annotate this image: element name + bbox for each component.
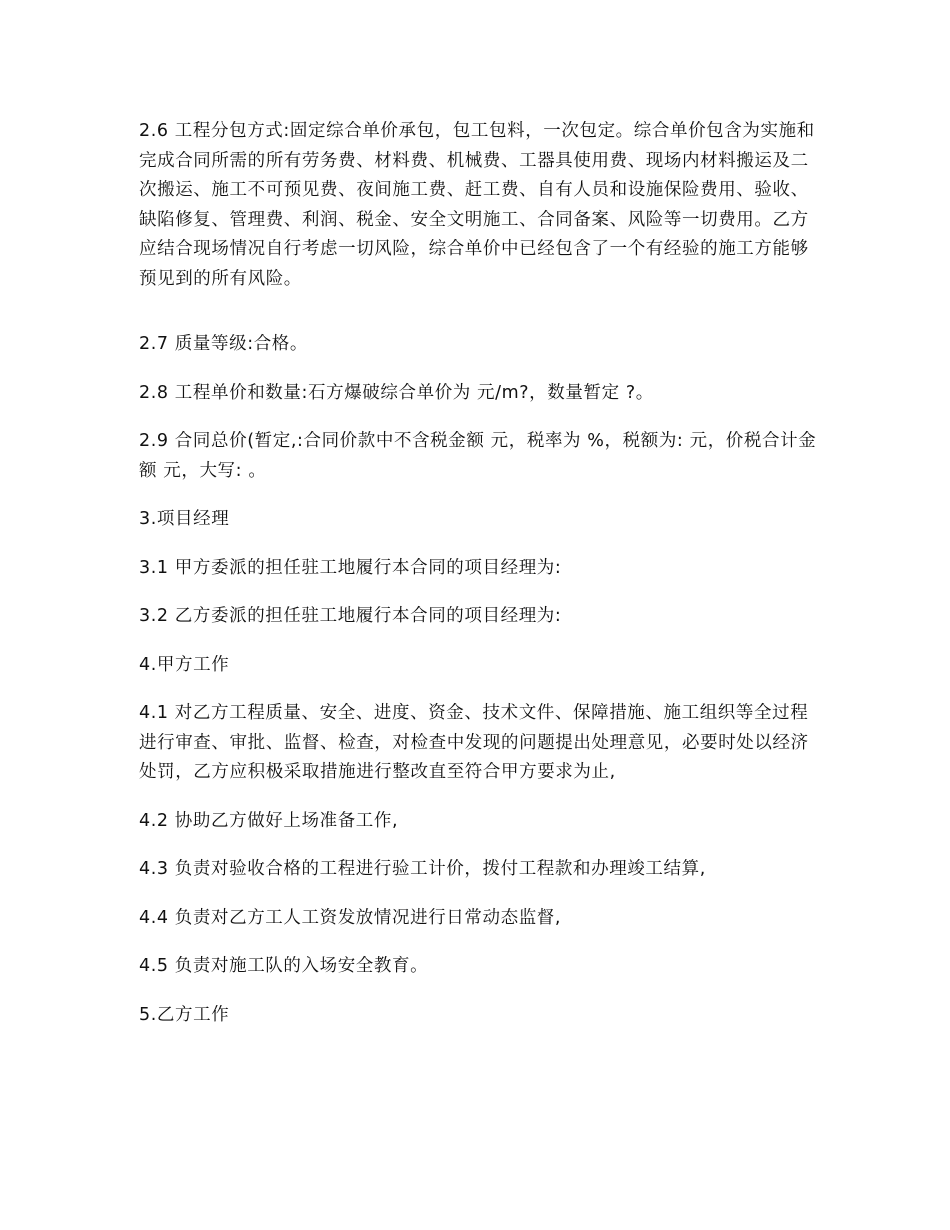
heading-3: 3.项目经理 xyxy=(139,509,230,529)
paragraph-4-1: 4.1 对乙方工程质量、安全、进度、资金、技术文件、保障措施、施工组织等全过程进行审查、审批、监督、检查，对检查中发现的问题提出处理意见，必要时处以经济处罚，乙方应积极采取措施进行整改直至符合甲方要求为止, xyxy=(139,703,809,782)
paragraph-4-3: 4.3 负责对验收合格的工程进行验工计价，拨付工程款和办理竣工结算, xyxy=(139,859,706,879)
paragraph-2-8: 2.8 工程单价和数量:石方爆破综合单价为 元/m?，数量暂定 ?。 xyxy=(139,382,654,403)
paragraph-3-2: 3.2 乙方委派的担任驻工地履行本合同的项目经理为: xyxy=(139,606,562,626)
paragraph-3-1: 3.1 甲方委派的担任驻工地履行本合同的项目经理为: xyxy=(139,557,562,578)
heading-5: 5.乙方工作 xyxy=(139,1004,230,1025)
paragraph-4-2: 4.2 协助乙方做好上场准备工作, xyxy=(139,810,399,831)
paragraph-2-7: 2.7 质量等级:合格。 xyxy=(139,334,308,354)
paragraph-4-5: 4.5 负责对施工队的入场安全教育。 xyxy=(139,956,429,976)
document-body xyxy=(139,117,819,1030)
heading-4: 4.甲方工作 xyxy=(139,654,230,675)
paragraph-4-4: 4.4 负责对乙方工人工资发放情况进行日常动态监督, xyxy=(139,907,562,928)
paragraph-2-9: 2.9 合同总价(暂定,:合同价款中不含税金额 元，税率为 %，税额为: 元，价税合计金额 元，大写: 。 xyxy=(139,431,817,481)
paragraph-2-6: 2.6 工程分包方式:固定综合单价承包，包工包料，一次包定。综合单价包含为实施和完成合同所需的所有劳务费、材料费、机械费、工器具使用费、现场内材料搬运及二次搬运、施工不可预见费、夜间施工费、赶工费、自有人员和设施保险费用、验收、缺陷修复、管理费、利润、税金、安全文明施工、合同备案、风险等一切费用。乙方应结合现场情况自行考虑一切风险，综合单价中已经包含了一个有经验的施工方能够预见到的所有风险。 xyxy=(139,121,815,289)
